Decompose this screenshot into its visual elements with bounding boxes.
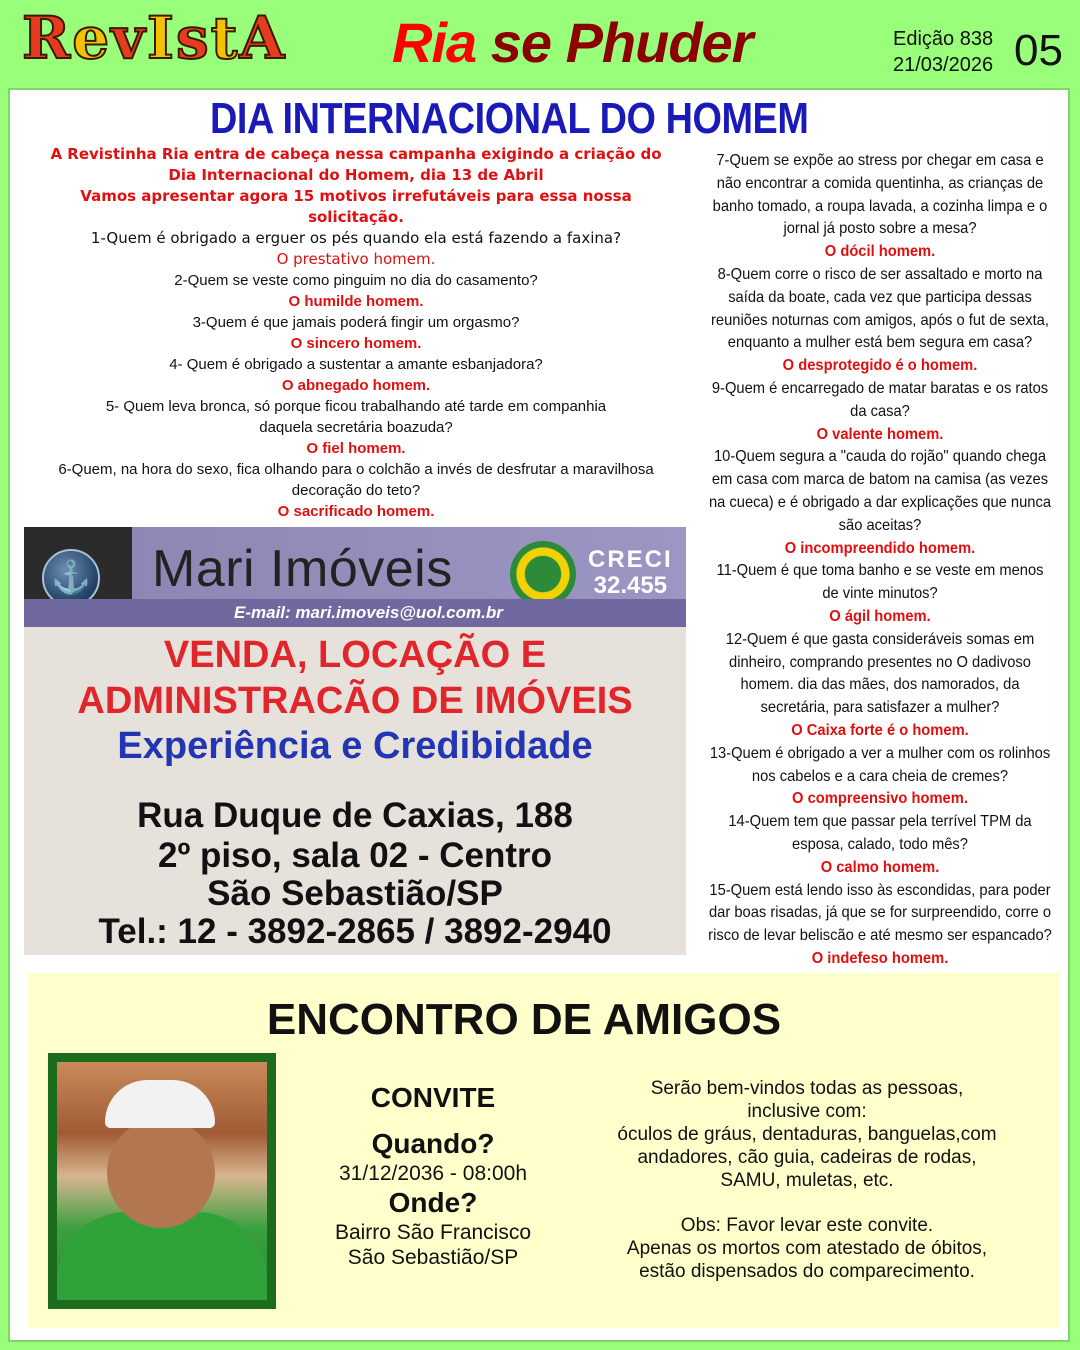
welcome-line: inclusive com: bbox=[747, 1101, 867, 1122]
reason-item bbox=[690, 629, 1070, 743]
reason-item bbox=[28, 228, 684, 270]
reason-question: são aceitas? bbox=[838, 516, 922, 534]
real-estate-ad[interactable] bbox=[24, 527, 686, 955]
photo-face bbox=[107, 1118, 215, 1228]
creci-label: CRECI bbox=[588, 546, 673, 573]
reason-question: de vinte minutos? bbox=[822, 585, 938, 603]
title-part-ria: Ria bbox=[392, 11, 477, 74]
person-photo bbox=[57, 1062, 267, 1300]
reason-question: 2-Quem se veste como pinguim no dia do casamento? bbox=[174, 272, 538, 289]
obs-line: Obs: Favor levar este convite. bbox=[680, 1215, 934, 1236]
welcome-line: SAMU, muletas, etc. bbox=[720, 1170, 894, 1191]
page-number: 05 bbox=[1014, 26, 1063, 75]
reason-question: 5- Quem leva bronca, só porque ficou trabalhando até tarde em companhia bbox=[105, 398, 607, 415]
welcome-line: andadores, cão guia, cadeiras de rodas, bbox=[637, 1147, 977, 1168]
reason-question: dar boas risadas, já que se for surpreendido, corre o bbox=[708, 904, 1052, 922]
reason-item bbox=[690, 560, 1070, 628]
reason-question: enquanto a mulher está bem segura em casa? bbox=[727, 334, 1033, 352]
invite-details bbox=[312, 1081, 554, 1270]
reason-question: 14-Quem tem que passar pela terrível TPM da bbox=[728, 813, 1032, 831]
edition-number: Edição 838 bbox=[893, 28, 994, 50]
reason-item bbox=[690, 880, 1070, 971]
reason-item bbox=[28, 354, 684, 396]
reason-question: daquela secretária boazuda? bbox=[259, 419, 453, 436]
ad-phone: Tel.: 12 - 3892-2865 / 3892-2940 bbox=[98, 912, 612, 951]
reason-item bbox=[28, 270, 684, 312]
reason-question: reuniões noturnas com amigos, após o fut de sexta, bbox=[711, 311, 1049, 329]
edition-date: 21/03/2026 bbox=[893, 54, 994, 76]
reason-question: 11-Quem é que toma banho e se veste em menos bbox=[716, 562, 1044, 580]
reason-answer: O dócil homem. bbox=[824, 243, 936, 261]
reason-item bbox=[28, 459, 684, 522]
reason-question: homem. dia das mães, dos namorados, da bbox=[740, 676, 1020, 694]
reason-question: 15-Quem está lendo isso às escondidas, para poder bbox=[709, 881, 1051, 899]
creci-badge bbox=[588, 547, 673, 599]
article-left-column bbox=[28, 144, 684, 522]
reason-question: banho tomado, a roupa lavada, a cozinha limpa e o bbox=[712, 197, 1048, 215]
magazine-logo bbox=[22, 4, 286, 72]
creci-number: 32.455 bbox=[593, 572, 668, 599]
where-line2: São Sebastião/SP bbox=[347, 1246, 519, 1269]
logo-letter: s bbox=[175, 4, 211, 72]
obs-line: estão dispensados do comparecimento. bbox=[639, 1261, 975, 1282]
reason-question: 7-Quem se expõe ao stress por chegar em casa e bbox=[716, 152, 1044, 169]
edition-info bbox=[893, 26, 993, 78]
article-headline: DIA INTERNACIONAL DO HOMEM bbox=[210, 94, 809, 143]
reason-question: 9-Quem é encarregado de matar baratas e os ratos bbox=[711, 379, 1049, 397]
reason-item bbox=[28, 396, 684, 459]
obs-line: Apenas os mortos com atestado de óbitos, bbox=[626, 1238, 988, 1259]
reason-item bbox=[690, 264, 1070, 378]
welcome-line: óculos de gráus, dentaduras, banguelas,com bbox=[617, 1124, 997, 1145]
reason-item bbox=[690, 378, 1070, 446]
reason-question: da casa? bbox=[850, 402, 910, 420]
magazine-title bbox=[392, 10, 752, 75]
where-line1: Bairro São Francisco bbox=[334, 1221, 532, 1244]
title-part-phuder: se Phuder bbox=[490, 11, 753, 74]
reason-question: esposa, calado, todo mês? bbox=[792, 835, 968, 853]
reason-question: 6-Quem, na hora do sexo, fica olhando para o colchão a invés de desfrutar a maravilhosa bbox=[58, 461, 654, 478]
ad-service-line1: VENDA, LOCAÇÃO E bbox=[163, 634, 547, 676]
reason-answer: O incompreendido homem. bbox=[784, 539, 976, 557]
reason-question: 8-Quem corre o risco de ser assaltado e morto na bbox=[717, 265, 1043, 283]
intro-line: Dia Internacional do Homem, dia 13 de Abril bbox=[168, 166, 544, 184]
reason-question: em casa com marca de batom na camisa (as vezes bbox=[711, 471, 1049, 489]
ad-banner bbox=[24, 527, 686, 627]
page-header bbox=[0, 0, 1080, 88]
photo-cap bbox=[105, 1080, 215, 1128]
intro-line: Vamos apresentar agora 15 motivos irrefutáveis para essa nossa bbox=[80, 187, 632, 205]
reason-question: saída da boate, cada vez que participa dessas bbox=[728, 288, 1032, 306]
reason-question: decoração do teto? bbox=[291, 482, 421, 499]
reason-answer: O calmo homem. bbox=[820, 858, 940, 876]
reason-item bbox=[690, 811, 1070, 879]
invite-notes bbox=[574, 1077, 1040, 1283]
reason-question: risco de levar beliscão e até mesmo ser espancado? bbox=[708, 927, 1052, 945]
when-label: Quando? bbox=[371, 1128, 495, 1159]
ad-address-line3: São Sebastião/SP bbox=[207, 874, 503, 913]
reason-answer: O desprotegido é o homem. bbox=[782, 357, 978, 375]
reason-question: secretária, para satisfazer a mulher? bbox=[760, 699, 1000, 717]
reason-answer: O valente homem. bbox=[816, 425, 944, 443]
reason-answer: O ágil homem. bbox=[829, 607, 931, 625]
reason-answer: O indefeso homem. bbox=[811, 949, 949, 967]
reason-answer: O fiel homem. bbox=[306, 440, 406, 457]
reason-answer: O compreensivo homem. bbox=[792, 790, 968, 808]
reason-answer: O Caixa forte é o homem. bbox=[791, 721, 969, 739]
ad-email[interactable]: E-mail: mari.imoveis@uol.com.br bbox=[234, 603, 503, 622]
logo-letter: t bbox=[210, 4, 240, 72]
reason-question: nos cabelos e a cara cheia de cremes? bbox=[751, 767, 1009, 785]
ad-slogan: Experiência e Credibidade bbox=[117, 725, 593, 767]
reason-item bbox=[690, 743, 1070, 811]
article-intro bbox=[28, 144, 684, 228]
convite-label: CONVITE bbox=[370, 1082, 496, 1113]
invite-photo-frame bbox=[48, 1053, 276, 1309]
welcome-line: Serão bem-vindos todas as pessoas, bbox=[650, 1078, 964, 1099]
reason-question: 12-Quem é que gasta consideráveis somas em bbox=[725, 630, 1035, 648]
ad-service-line2: ADMINISTRACÃO DE IMÓVEIS bbox=[77, 680, 633, 722]
reason-question: jornal já posto sobre a mesa? bbox=[783, 220, 977, 238]
reason-answer: O sincero homem. bbox=[290, 335, 422, 352]
reason-item bbox=[690, 150, 1070, 264]
intro-line: solicitação. bbox=[308, 208, 404, 226]
ad-brand: Mari Imóveis bbox=[152, 540, 453, 598]
reason-question: dinheiro, comprando presentes no O dadivoso bbox=[729, 653, 1031, 671]
logo-letter: v bbox=[111, 4, 147, 72]
ad-address-line1: Rua Duque de Caxias, 188 bbox=[137, 796, 573, 835]
reason-answer: O humilde homem. bbox=[288, 293, 424, 310]
reason-item bbox=[690, 446, 1070, 560]
reason-question: na cueca) e é obrigado a dar explicações que nunca bbox=[708, 493, 1052, 511]
reason-question: 13-Quem é obrigado a ver a mulher com os rolinhos bbox=[709, 744, 1051, 762]
logo-letter: I bbox=[146, 4, 176, 72]
when-value: 31/12/2036 - 08:00h bbox=[339, 1162, 527, 1185]
logo-letter: e bbox=[72, 4, 112, 72]
reason-item bbox=[28, 312, 684, 354]
invite-box bbox=[28, 973, 1060, 1328]
reason-answer: O sacrificado homem. bbox=[277, 503, 435, 520]
reason-answer: O abnegado homem. bbox=[281, 377, 431, 394]
invite-heading: ENCONTRO DE AMIGOS bbox=[266, 995, 782, 1044]
reason-question: 1-Quem é obrigado a erguer os pés quando ela está fazendo a faxina? bbox=[90, 229, 622, 247]
reason-question: 4- Quem é obrigado a sustentar a amante esbanjadora? bbox=[169, 356, 543, 373]
anchor-icon: ⚓ bbox=[42, 549, 100, 607]
ad-address-line2: 2º piso, sala 02 - Centro bbox=[157, 836, 553, 875]
reason-question: 10-Quem segura a "cauda do rojão" quando chega bbox=[713, 448, 1047, 466]
brazil-seal-icon bbox=[510, 541, 576, 607]
article-right-column bbox=[690, 150, 1070, 971]
logo-letter: A bbox=[239, 4, 287, 72]
reason-question: não encontrar a comida quentinha, as crianças de bbox=[716, 174, 1044, 192]
logo-letter: R bbox=[22, 4, 73, 72]
reason-question: 3-Quem é que jamais poderá fingir um orgasmo? bbox=[192, 314, 520, 331]
reason-answer: O prestativo homem. bbox=[276, 250, 436, 268]
where-label: Onde? bbox=[388, 1187, 478, 1218]
intro-line: A Revistinha Ria entra de cabeça nessa campanha exigindo a criação do bbox=[50, 145, 662, 163]
